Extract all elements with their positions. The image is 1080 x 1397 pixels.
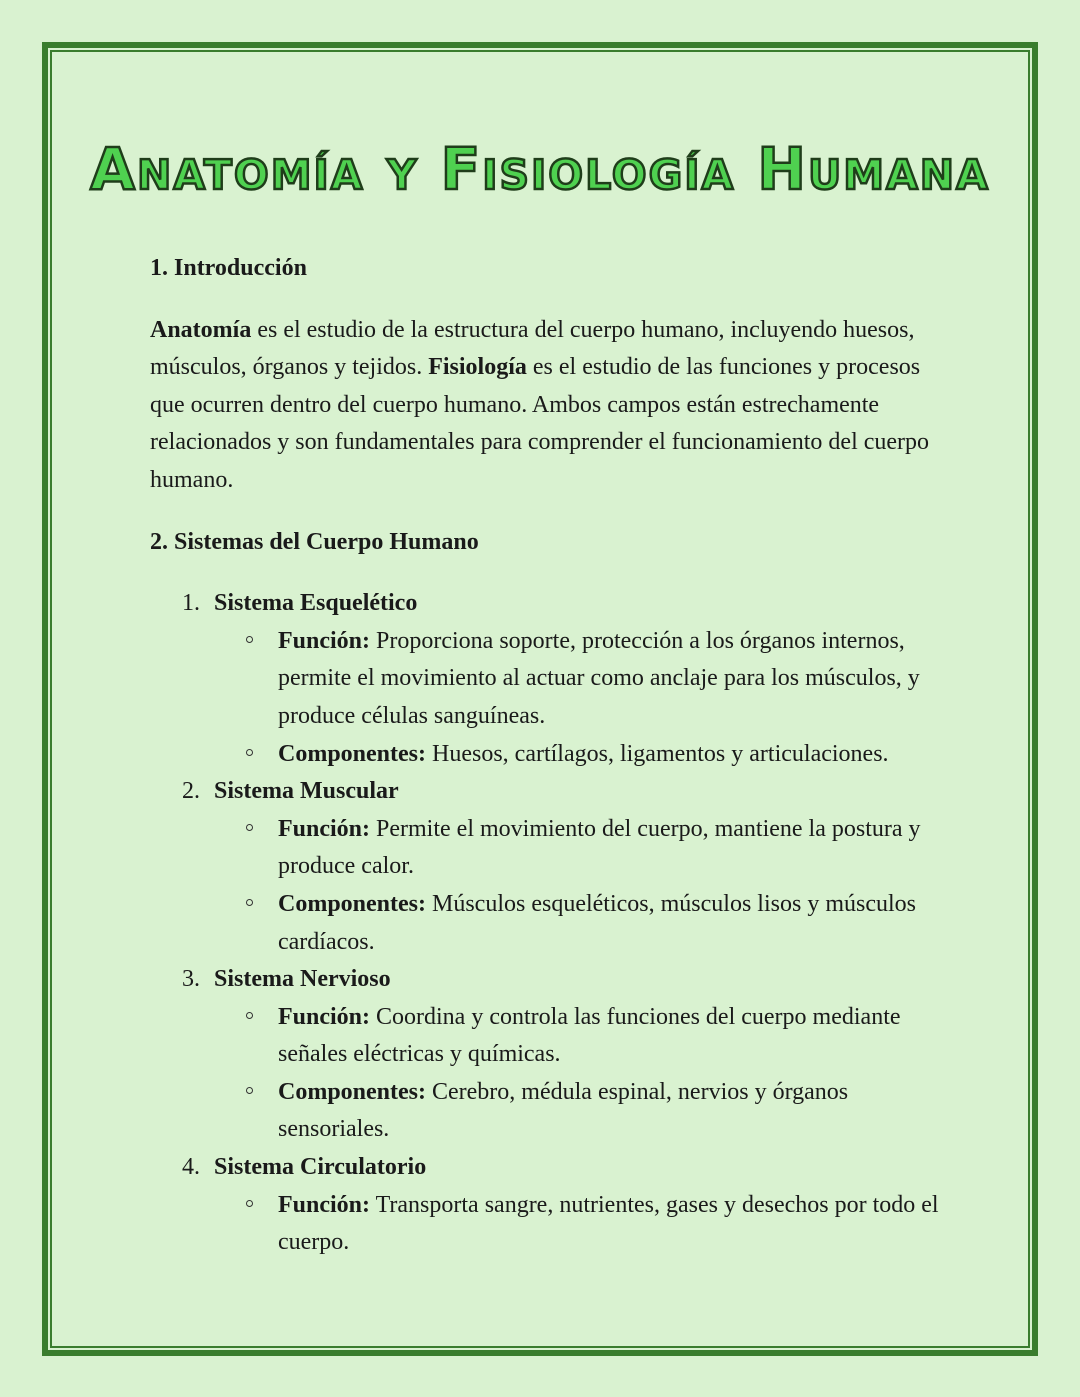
system-name: Sistema Esquelético [214,590,418,617]
detail-label: Componentes: [278,890,426,917]
detail-text: Proporciona soporte, protección a los órganos internos, permite el movimiento al actuar como anclaje para los músculos, y produce células sanguíneas. [278,627,920,729]
system-number: 4. [182,1154,200,1181]
circle-bullet-icon [246,824,253,831]
circle-bullet-icon [246,899,253,906]
intro-paragraph [150,312,950,500]
detail-label: Función: [278,1191,371,1218]
system-item [150,1149,950,1262]
circle-bullet-icon [246,636,253,643]
term-anatomia: Anatomía [150,316,252,343]
term-fisiologia: Fisiología [428,354,527,381]
detail-label: Función: [278,1003,371,1030]
text-fisiologia: es el estudio de las funciones y procesos que ocurren dentro del cuerpo humano. Ambos campos están estrechamente relacionados y son fundamentales para comprender el funcionamiento del cuerpo humano. [150,354,930,493]
detail-text: Huesos, cartílagos, ligamentos y articulaciones. [426,740,889,767]
detail-funcion [214,811,950,886]
text-anatomia: es el estudio de la estructura del cuerpo humano, incluyendo huesos, músculos, órganos y tejidos. [150,316,915,381]
detail-componentes [214,886,950,961]
detail-label: Función: [278,627,371,654]
system-number: 1. [182,590,200,617]
document-body [150,250,950,1262]
circle-bullet-icon [246,749,253,756]
detail-label: Función: [278,815,371,842]
detail-text: Permite el movimiento del cuerpo, mantiene la postura y produce calor. [278,815,921,880]
detail-label: Componentes: [278,1078,426,1105]
system-name: Sistema Nervioso [214,966,391,993]
system-name: Sistema Circulatorio [214,1154,427,1181]
detail-text: Cerebro, médula espinal, nervios y órganos sensoriales. [278,1078,849,1143]
detail-text: Coordina y controla las funciones del cuerpo mediante señales eléctricas y químicas. [278,1003,901,1068]
system-item [150,961,950,1149]
section-heading-introduccion: 1. Introducción [150,255,307,281]
detail-text: Transporta sangre, nutrientes, gases y desechos por todo el cuerpo. [278,1191,939,1256]
detail-label: Componentes: [278,740,426,767]
page-title: Anatomía y Fisiología Humana [90,135,990,203]
system-name: Sistema Muscular [214,778,399,805]
system-number: 2. [182,778,200,805]
detail-funcion [214,623,950,736]
circle-bullet-icon [246,1087,253,1094]
detail-funcion [214,999,950,1074]
system-details [214,1187,950,1262]
systems-list [150,585,950,1262]
system-number: 3. [182,966,200,993]
system-item [150,585,950,773]
system-details [214,623,950,773]
detail-funcion [214,1187,950,1262]
system-item [150,773,950,961]
detail-componentes [214,1074,950,1149]
circle-bullet-icon [246,1012,253,1019]
detail-text: Músculos esqueléticos, músculos lisos y músculos cardíacos. [278,890,916,955]
system-details [214,811,950,961]
section-heading-sistemas: 2. Sistemas del Cuerpo Humano [150,528,479,555]
system-details [214,999,950,1149]
detail-componentes [214,736,950,774]
circle-bullet-icon [246,1200,253,1207]
